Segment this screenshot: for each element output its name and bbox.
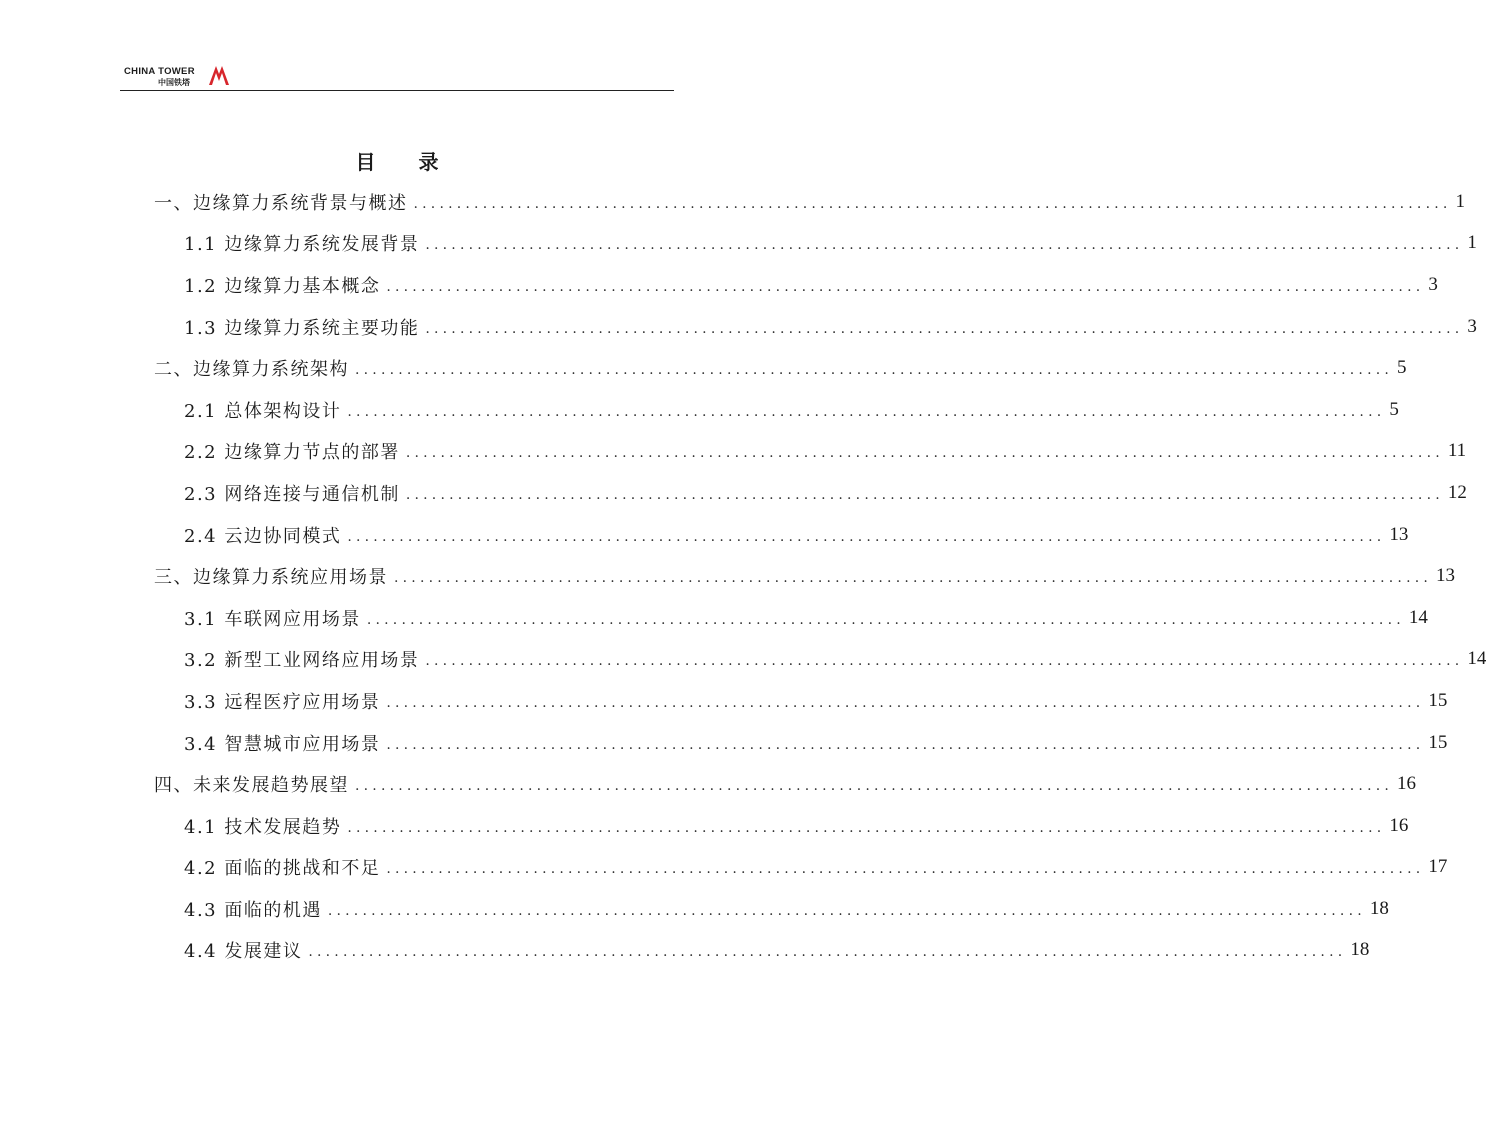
toc-entry[interactable] — [154, 514, 1409, 556]
toc-entry-page-number: 1 — [1467, 232, 1477, 254]
toc-entry-page-number: 3 — [1467, 315, 1477, 337]
toc-dot-leader: ........................................................................................................................ — [355, 778, 1394, 795]
tower-logo-icon — [208, 62, 230, 86]
toc-entry-page-number: 1 — [1455, 190, 1466, 212]
toc-entry-page-number: 18 — [1369, 897, 1389, 919]
toc-entry-label: 二、边缘算力系统架构 — [154, 359, 349, 381]
toc-dot-leader: ........................................................................................................................ — [425, 653, 1464, 670]
toc-entry-page-number: 16 — [1397, 773, 1417, 795]
toc-entry[interactable] — [154, 930, 1370, 972]
toc-entry[interactable] — [154, 347, 1407, 389]
toc-entry-label: 2.4 云边协同模式 — [184, 525, 342, 547]
toc-dot-leader: ........................................................................................................................ — [347, 528, 1386, 545]
toc-entry-label: 1.3 边缘算力系统主要功能 — [184, 317, 420, 339]
toc-entry-label: 1.2 边缘算力基本概念 — [184, 275, 381, 297]
toc-entry-label: 3.4 智慧城市应用场景 — [184, 733, 381, 755]
toc-title: 目 录 — [355, 150, 457, 174]
toc-dot-leader: ........................................................................................................................ — [425, 237, 1464, 254]
toc-entry-label: 4.1 技术发展趋势 — [184, 816, 342, 838]
toc-entry-page-number: 18 — [1350, 939, 1370, 961]
toc-entry-label: 3.3 远程医疗应用场景 — [184, 691, 381, 713]
toc-dot-leader: ........................................................................................................................ — [386, 278, 1425, 295]
toc-entry-page-number: 15 — [1428, 731, 1448, 753]
toc-entry-label: 3.2 新型工业网络应用场景 — [184, 650, 420, 672]
toc-entry-page-number: 17 — [1428, 856, 1448, 878]
toc-entry-page-number: 16 — [1389, 814, 1409, 836]
toc-dot-leader: ........................................................................................................................ — [347, 819, 1386, 836]
toc-entry[interactable] — [154, 223, 1477, 265]
toc-entry[interactable] — [154, 639, 1486, 681]
toc-entry[interactable] — [154, 680, 1448, 722]
toc-dot-leader: ........................................................................................................................ — [386, 694, 1425, 711]
toc-entry-label: 2.2 边缘算力节点的部署 — [184, 442, 400, 464]
toc-entry-page-number: 13 — [1436, 565, 1456, 587]
toc-entry-page-number: 14 — [1467, 648, 1486, 670]
toc-entry-page-number: 5 — [1389, 398, 1399, 420]
toc-dot-leader: ........................................................................................................................ — [366, 611, 1405, 628]
toc-dot-leader: ........................................................................................................................ — [327, 902, 1366, 919]
toc-entry[interactable] — [154, 431, 1467, 473]
toc-entry-label: 三、边缘算力系统应用场景 — [154, 567, 388, 589]
toc-entry-page-number: 15 — [1428, 689, 1448, 711]
toc-entry-label: 一、边缘算力系统背景与概述 — [154, 192, 408, 214]
toc-entry-page-number: 11 — [1447, 440, 1467, 462]
toc-entry[interactable] — [154, 763, 1417, 805]
toc-entry-label: 四、未来发展趋势展望 — [154, 775, 349, 797]
toc-entry-label: 2.1 总体架构设计 — [184, 400, 342, 422]
toc-dot-leader: ........................................................................................................................ — [405, 486, 1444, 503]
toc-entry-page-number: 3 — [1428, 273, 1438, 295]
toc-entry[interactable] — [154, 722, 1448, 764]
toc-entry[interactable] — [154, 472, 1467, 514]
toc-entry[interactable] — [154, 888, 1389, 930]
toc-entry-label: 4.2 面临的挑战和不足 — [184, 858, 381, 880]
page-header — [120, 56, 674, 91]
toc-entry[interactable] — [154, 264, 1438, 306]
toc-entry-label: 4.4 发展建议 — [184, 941, 303, 963]
toc-entry[interactable] — [154, 306, 1477, 348]
toc-entry[interactable] — [154, 597, 1428, 639]
toc-dot-leader: ........................................................................................................................ — [355, 362, 1394, 379]
toc-entry-label: 2.3 网络连接与通信机制 — [184, 483, 400, 505]
toc-entry-page-number: 5 — [1397, 357, 1407, 379]
toc-entry[interactable] — [154, 181, 1466, 223]
logo-english-text: CHINA TOWER — [124, 66, 195, 77]
toc-entry[interactable] — [154, 389, 1399, 431]
toc-dot-leader: ........................................................................................................................ — [386, 736, 1425, 753]
toc-dot-leader: ........................................................................................................................ — [413, 195, 1452, 212]
toc-entry[interactable] — [154, 555, 1456, 597]
china-tower-logo — [124, 58, 234, 88]
toc-entry-page-number: 14 — [1408, 606, 1428, 628]
toc-entry-label: 3.1 车联网应用场景 — [184, 608, 361, 630]
toc-entry[interactable] — [154, 847, 1448, 889]
toc-entry-label: 1.1 边缘算力系统发展背景 — [184, 234, 420, 256]
toc-dot-leader: ........................................................................................................................ — [405, 445, 1444, 462]
toc-dot-leader: ........................................................................................................................ — [386, 861, 1425, 878]
toc-entry[interactable] — [154, 805, 1409, 847]
toc-entry-label: 4.3 面临的机遇 — [184, 899, 322, 921]
toc-dot-leader: ........................................................................................................................ — [347, 403, 1386, 420]
toc-entry-page-number: 12 — [1447, 481, 1467, 503]
table-of-contents — [154, 181, 1486, 971]
toc-dot-leader: ........................................................................................................................ — [425, 320, 1464, 337]
toc-dot-leader: ........................................................................................................................ — [308, 944, 1347, 961]
logo-chinese-text: 中国铁塔 — [158, 78, 190, 87]
toc-entry-page-number: 13 — [1389, 523, 1409, 545]
toc-dot-leader: ........................................................................................................................ — [394, 570, 1433, 587]
